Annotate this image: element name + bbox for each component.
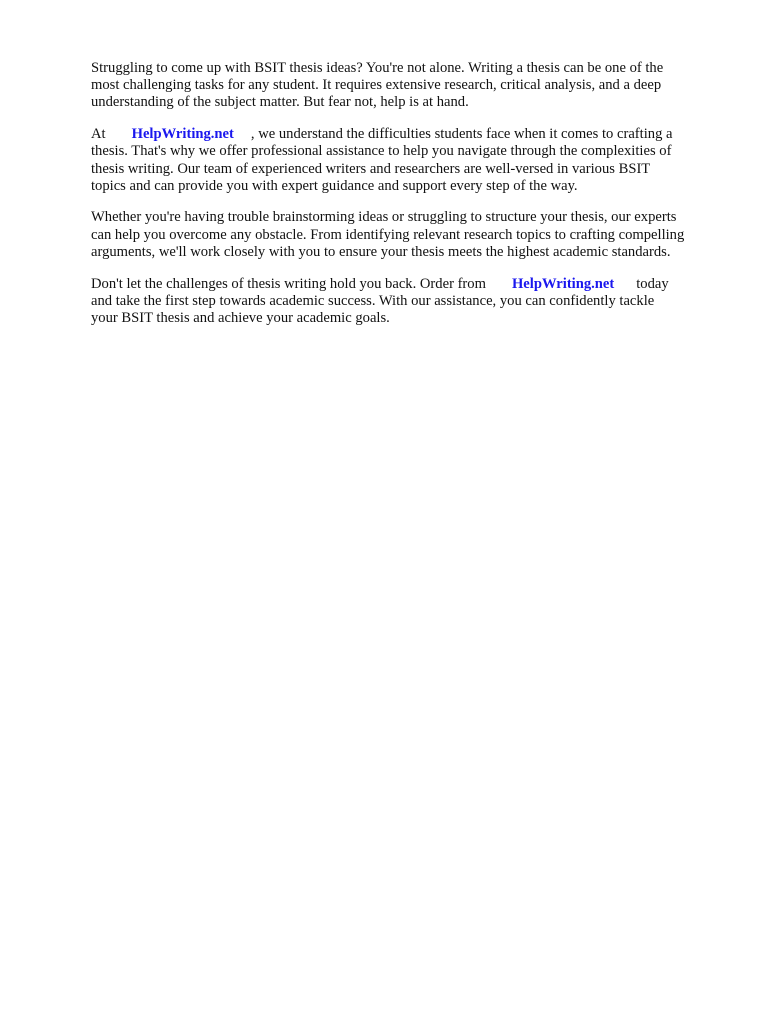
- order-paragraph: [91, 276, 731, 328]
- experts-paragraph: [91, 209, 731, 261]
- intro-line-1: Struggling to come up with BSIT thesis ideas? You're not alone. Writing a thesis can be one of the: [91, 60, 664, 76]
- experts-line-1: Whether you're having trouble brainstorming ideas or struggling to structure your thesis, our experts: [91, 209, 677, 226]
- order-line-1-suffix: today: [636, 275, 669, 292]
- service-paragraph: [91, 126, 731, 195]
- helpwriting-link[interactable]: HelpWriting.net: [131, 126, 234, 143]
- order-line-1-prefix: Don't let the challenges of thesis writing hold you back. Order from: [91, 275, 486, 292]
- order-line-3: your BSIT thesis and achieve your academic goals.: [91, 309, 390, 326]
- intro-line-3: understanding of the subject matter. But fear not, help is at hand.: [91, 94, 469, 111]
- experts-line-3: arguments, we'll work closely with you to ensure your thesis meets the highest academic standards.: [91, 243, 671, 260]
- service-line-4: topics and can provide you with expert guidance and support every step of the way.: [91, 177, 578, 194]
- experts-line-2: can help you overcome any obstacle. From identifying relevant research topics to crafting compelling: [91, 226, 685, 243]
- intro-line-2: most challenging tasks for any student. It requires extensive research, critical analysis, and a deep: [91, 77, 662, 94]
- document-page: [91, 60, 731, 342]
- service-line-1: [91, 126, 731, 143]
- intro-paragraph: [91, 60, 731, 112]
- service-line-3: thesis writing. Our team of experienced writers and researchers are well-versed in various BSIT: [91, 160, 651, 177]
- service-line-1-suffix: , we understand the difficulties students face when it comes to crafting a: [250, 126, 673, 143]
- order-line-1: [91, 276, 731, 293]
- helpwriting-order-link[interactable]: HelpWriting.net: [511, 275, 615, 292]
- order-line-2: and take the first step towards academic success. With our assistance, you can confidently tackle: [91, 292, 655, 309]
- service-line-2: thesis. That's why we offer professional assistance to help you navigate through the complexities of: [91, 143, 672, 160]
- service-line-1-prefix: At: [91, 126, 106, 143]
